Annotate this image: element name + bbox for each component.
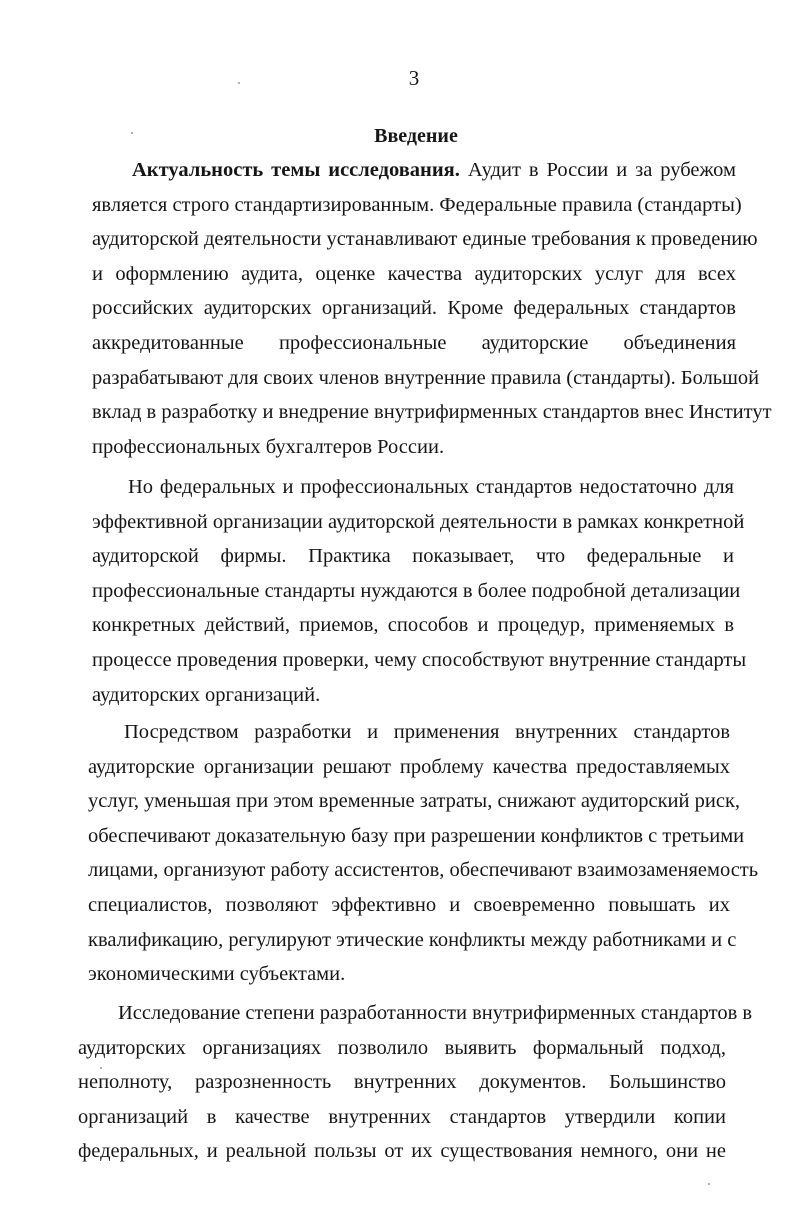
text-line: является строго стандартизированным. Федеральные правила (стандарты) xyxy=(92,193,742,216)
scan-speck xyxy=(131,132,133,134)
section-title: Введение xyxy=(374,125,458,147)
text-line: профессиональных бухгалтеров России. xyxy=(92,435,445,458)
paragraph-relevance xyxy=(92,153,772,464)
page-number: 3 xyxy=(408,66,420,90)
text-line: конкретных действий, приемов, способов и процедур, применяемых в xyxy=(92,614,734,637)
text-line: неполноту, разрозненность внутренних документов. Большинство xyxy=(78,1071,726,1094)
paragraph-standards-insufficient xyxy=(92,470,747,712)
scan-speck xyxy=(100,1067,102,1069)
text-line: Актуальность темы исследования. Аудит в России и за рубежом xyxy=(132,159,736,181)
text-line: аудиторские организации решают проблему качества предоставляемых xyxy=(88,755,730,778)
scan-speck xyxy=(708,1183,710,1185)
text-line: организаций в качестве внутренних стандартов утвердили копии xyxy=(78,1105,726,1128)
text-line: разрабатывают для своих членов внутренние правила (стандарты). Большой xyxy=(92,366,760,389)
text-line: обеспечивают доказательную базу при разрешении конфликтов с третьими xyxy=(88,824,745,847)
text-line: специалистов, позволяют эффективно и своевременно повышать их xyxy=(88,893,730,916)
scan-speck xyxy=(238,82,240,84)
text-line: аудиторских организаций. xyxy=(92,683,321,706)
text-line: эффективной организации аудиторской деятельности в рамках конкретной xyxy=(92,510,745,533)
text-line: вклад в разработку и внедрение внутрифирменных стандартов внес Институт xyxy=(92,401,772,424)
text-line: федеральных, и реальной пользы от их существования немного, они не xyxy=(78,1140,726,1163)
text-line: аудиторских организациях позволило выявить формальный подход, xyxy=(78,1036,726,1059)
text-line: экономическими субъектами. xyxy=(88,963,346,986)
text-line: российских аудиторских организаций. Кроме федеральных стандартов xyxy=(92,297,736,320)
text-line: Но федеральных и профессиональных стандартов недостаточно для xyxy=(128,476,734,498)
text-line: аудиторской фирмы. Практика показывает, что федеральные и xyxy=(92,545,734,568)
paragraph-lead: Актуальность темы исследования. xyxy=(132,159,460,181)
text-line: квалификацию, регулируют этические конфликты между работниками и с xyxy=(88,928,737,951)
paragraph-internal-standards-benefits xyxy=(88,715,759,992)
text-line: лицами, организуют работу ассистентов, обеспечивают взаимозаменяемость xyxy=(88,859,759,882)
text-line: услуг, уменьшая при этом временные затраты, снижают аудиторский риск, xyxy=(88,790,741,813)
paragraph-research-findings xyxy=(78,996,753,1169)
text-line: и оформлению аудита, оценке качества аудиторских услуг для всех xyxy=(92,262,736,285)
text-line: Посредством разработки и применения внутренних стандартов xyxy=(124,721,730,743)
text-line: процессе проведения проверки, чему способствуют внутренние стандарты xyxy=(92,648,747,671)
text-line: Исследование степени разработанности внутрифирменных стандартов в xyxy=(118,1002,753,1024)
text-line: профессиональные стандарты нуждаются в более подробной детализации xyxy=(92,579,741,602)
text-line: аудиторской деятельности устанавливают единые требования к проведению xyxy=(92,228,758,251)
text-line: аккредитованные профессиональные аудиторские объединения xyxy=(92,331,736,354)
